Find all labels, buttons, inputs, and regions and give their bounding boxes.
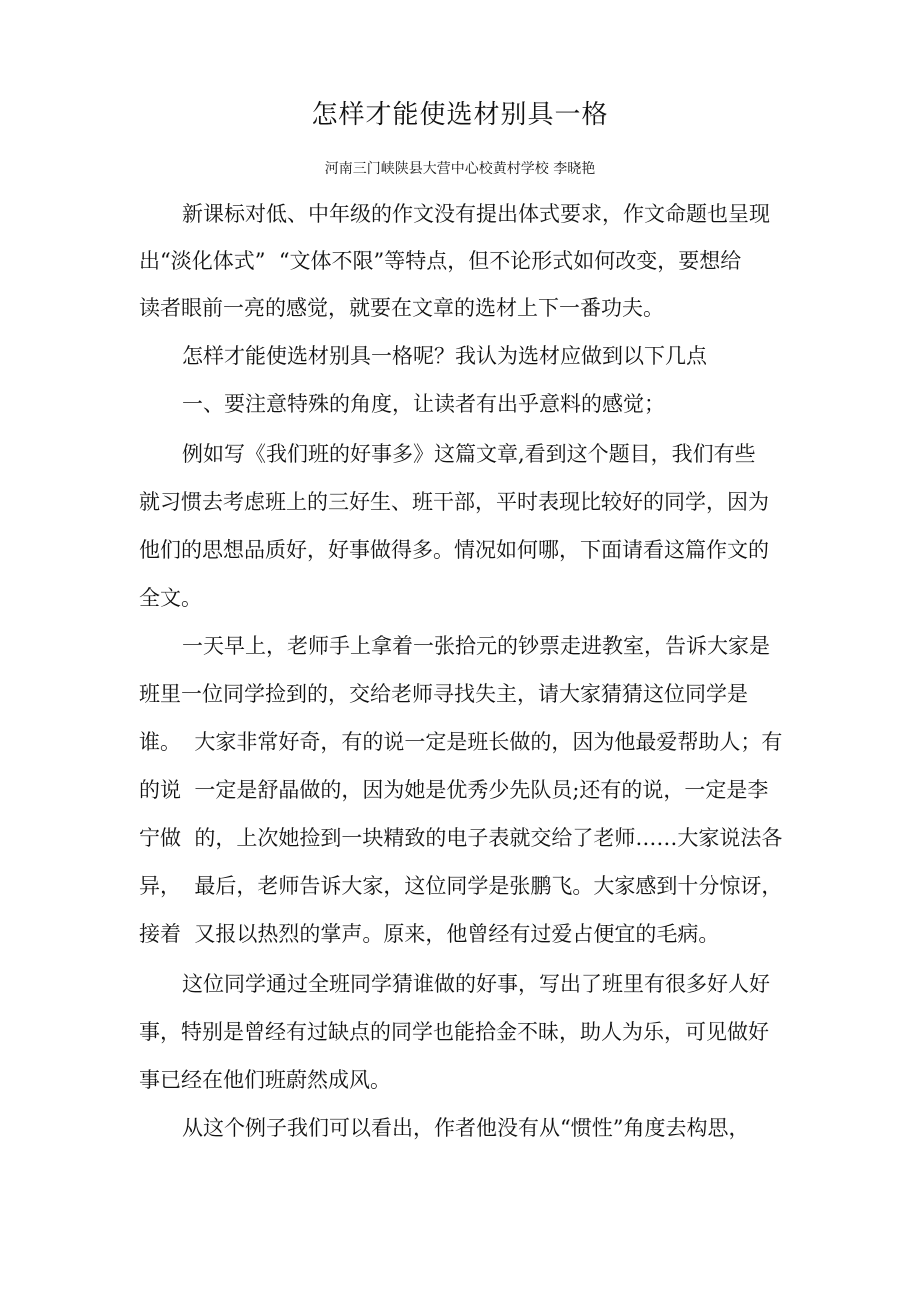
paragraph-line: 读者眼前一亮的感觉，就要在文章的选材上下一番功夫。 [139,296,664,320]
document-title: 怎样才能使选材别具一格 [311,100,609,130]
paragraph-line: 出“淡化体式” “文体不限”等特点，但不论形式如何改变，要想给 [139,249,742,273]
paragraph-line: 怎样才能使选材别具一格呢？我认为选材应做到以下几点 [182,344,707,368]
paragraph-line: 谁。 大家非常好奇，有的说一定是班长做的，因为他最爱帮助人；有 [139,730,783,754]
paragraph-line: 事已经在他们班蔚然成风。 [139,1068,391,1092]
section-heading: 一、要注意特殊的角度，让读者有出乎意料的感觉； [182,392,665,416]
paragraph-line: 的说 一定是舒晶做的，因为她是优秀少先队员;还有的说，一定是李 [139,778,769,802]
paragraph-line: 异， 最后，老师告诉大家，这位同学是张鹏飞。大家感到十分惊讶， [139,874,783,898]
paragraph-line: 接着 又报以热烈的掌声。原来，他曾经有过爱占便宜的毛病。 [139,922,720,946]
paragraph-line: 一天早上，老师手上拿着一张拾元的钞票走进教室，告诉大家是 [182,634,770,658]
paragraph-line: 全文。 [139,586,202,610]
paragraph-line: 从这个例子我们可以看出，作者他没有从“惯性”角度去构思， [182,1116,750,1140]
paragraph-line: 事，特别是曾经有过缺点的同学也能拾金不昧，助人为乐，可见做好 [139,1020,769,1044]
paragraph-line: 班里一位同学捡到的，交给老师寻找失主，请大家猜猜这位同学是 [139,682,748,706]
paragraph-line: 新课标对低、中年级的作文没有提出体式要求，作文命题也呈现 [182,202,770,226]
paragraph-line: 宁做 的，上次她捡到一块精致的电子表就交给了老师……大家说法各 [139,826,783,850]
paragraph-line: 他们的思想品质好，好事做得多。情况如何哪，下面请看这篇作文的 [139,538,769,562]
paragraph-line: 例如写《我们班的好事多》这篇文章,看到这个题目，我们有些 [182,442,756,466]
author-line: 河南三门峡陕县大营中心校黄村学校 李晓艳 [324,161,596,177]
paragraph-line: 这位同学通过全班同学猜谁做的好事，写出了班里有很多好人好 [182,972,770,996]
paragraph-line: 就习惯去考虑班上的三好生、班干部，平时表现比较好的同学，因为 [139,490,769,514]
